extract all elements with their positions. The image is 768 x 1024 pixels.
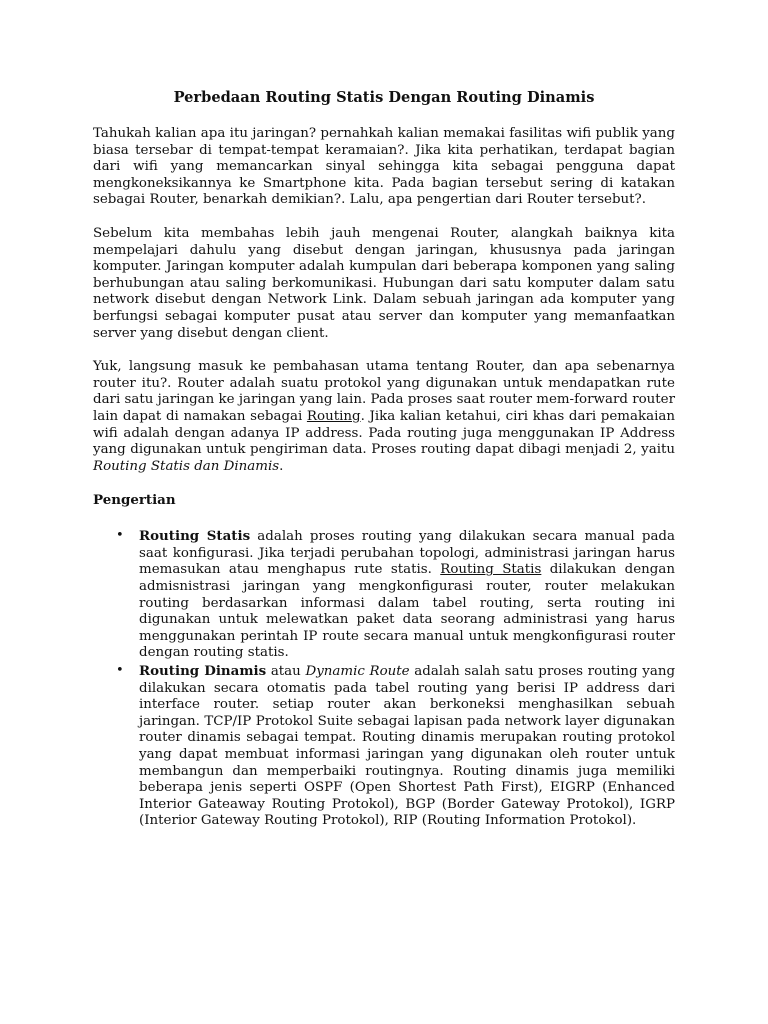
routing-types-italic: Routing Statis dan Dinamis <box>93 458 280 474</box>
paragraph-router <box>93 359 675 475</box>
routing-dinamis-text-1: atau <box>266 664 306 680</box>
paragraph-intro: Tahukah kalian apa itu jaringan? pernahkah kalian memakai fasilitas wifi publik yang biasa tersebar di tempat-tempat keramaian?. Jika kita perhatikan, terdapat bagian dari wifi yang memancarkan sinyal sehingga kita sebagai pengguna dapat mengkoneksikannya ke Smartphone kita. Pada bagian tersebut sering di katakan sebagai Router, benarkah demikian?. Lalu, apa pengertian dari Router tersebut?. <box>93 126 675 208</box>
dynamic-route-italic: Dynamic Route <box>305 664 410 680</box>
paragraph-router-text-2: . Jika kalian ketahui, ciri khas dari pemakaian wifi adalah dengan adanya IP address. Pada routing juga menggunakan IP Address yang digunakan untuk pengiriman data. Proses routing dapat dibagi menjadi 2, yaitu <box>93 408 675 458</box>
section-heading-pengertian: Pengertian <box>93 492 176 509</box>
paragraph-network: Sebelum kita membahas lebih jauh mengenai Router, alangkah baiknya kita mempelajari dahulu yang disebut dengan jaringan, khususnya pada jaringan komputer. Jaringan komputer adalah kumpulan dari beberapa komponen yang saling berhubungan atau saling berkomunikasi. Hubungan dari satu komputer dalam satu network disebut dengan Network Link. Dalam sebuah jaringan ada komputer yang berfungsi sebagai komputer pusat atau server dan komputer yang memanfaatkan server yang disebut dengan client. <box>93 225 675 341</box>
bullet-icon: • <box>116 663 124 679</box>
document-page <box>93 88 675 831</box>
document-title: Perbedaan Routing Statis Dengan Routing Dinamis <box>173 89 595 106</box>
routing-link[interactable]: Routing <box>306 408 361 424</box>
list-item-routing-statis <box>93 528 675 662</box>
list-item-routing-dinamis <box>93 663 675 830</box>
bullet-icon: • <box>116 528 124 544</box>
routing-statis-text-1: adalah proses routing yang dilakukan secara manual pada saat konfigurasi. Jika terjadi perubahan topologi, administrasi jaringan harus memasukan atau menghapus rute statis. <box>139 529 675 578</box>
routing-statis-link[interactable]: Routing Statis <box>440 562 542 578</box>
term-routing-dinamis: Routing Dinamis <box>139 663 267 680</box>
routing-dinamis-text-2: adalah salah satu proses routing yang dilakukan secara otomatis pada tabel routing yang berisi IP address dari interface router. setiap router akan berkoneksi menghasilkan sebuah jaringan. TCP/IP Protokol Suite sebagai lapisan pada network layer digunakan router dinamis sebagai tempat. Routing dinamis merupakan routing protokol yang dapat membuat informasi jaringan yang digunakan oleh router untuk membangun dan memperbaiki routingnya. Routing dinamis juga memiliki beberapa jenis seperti OSPF (Open Shortest Path First), EIGRP (Enhanced Interior Gateaway Routing Protokol), BGP (Border Gateway Protokol), IGRP (Interior Gateway Routing Protokol), RIP (Routing Information Protokol). <box>139 664 676 829</box>
definition-list <box>93 528 675 830</box>
routing-statis-text-2: dilakukan dengan admisnistrasi jaringan yang mengkonfigurasi router, router melakukan routing berdasarkan informasi dalam tabel routing, serta routing ini digunakan untuk melewatkan paket data seorang administrasi yang harus menggunakan perintah IP route secara manual untuk mengkonfigurasi router dengan routing statis. <box>139 562 675 661</box>
term-routing-statis: Routing Statis <box>139 528 251 545</box>
paragraph-router-text-1: Yuk, langsung masuk ke pembahasan utama tentang Router, dan apa sebenarnya router itu?. Router adalah suatu protokol yang digunakan untuk mendapatkan rute dari satu jaringan ke jaringan yang lain. Pada proses saat router mem-forward router lain dapat di namakan sebagai <box>93 359 675 424</box>
paragraph-router-end: . <box>279 458 284 474</box>
